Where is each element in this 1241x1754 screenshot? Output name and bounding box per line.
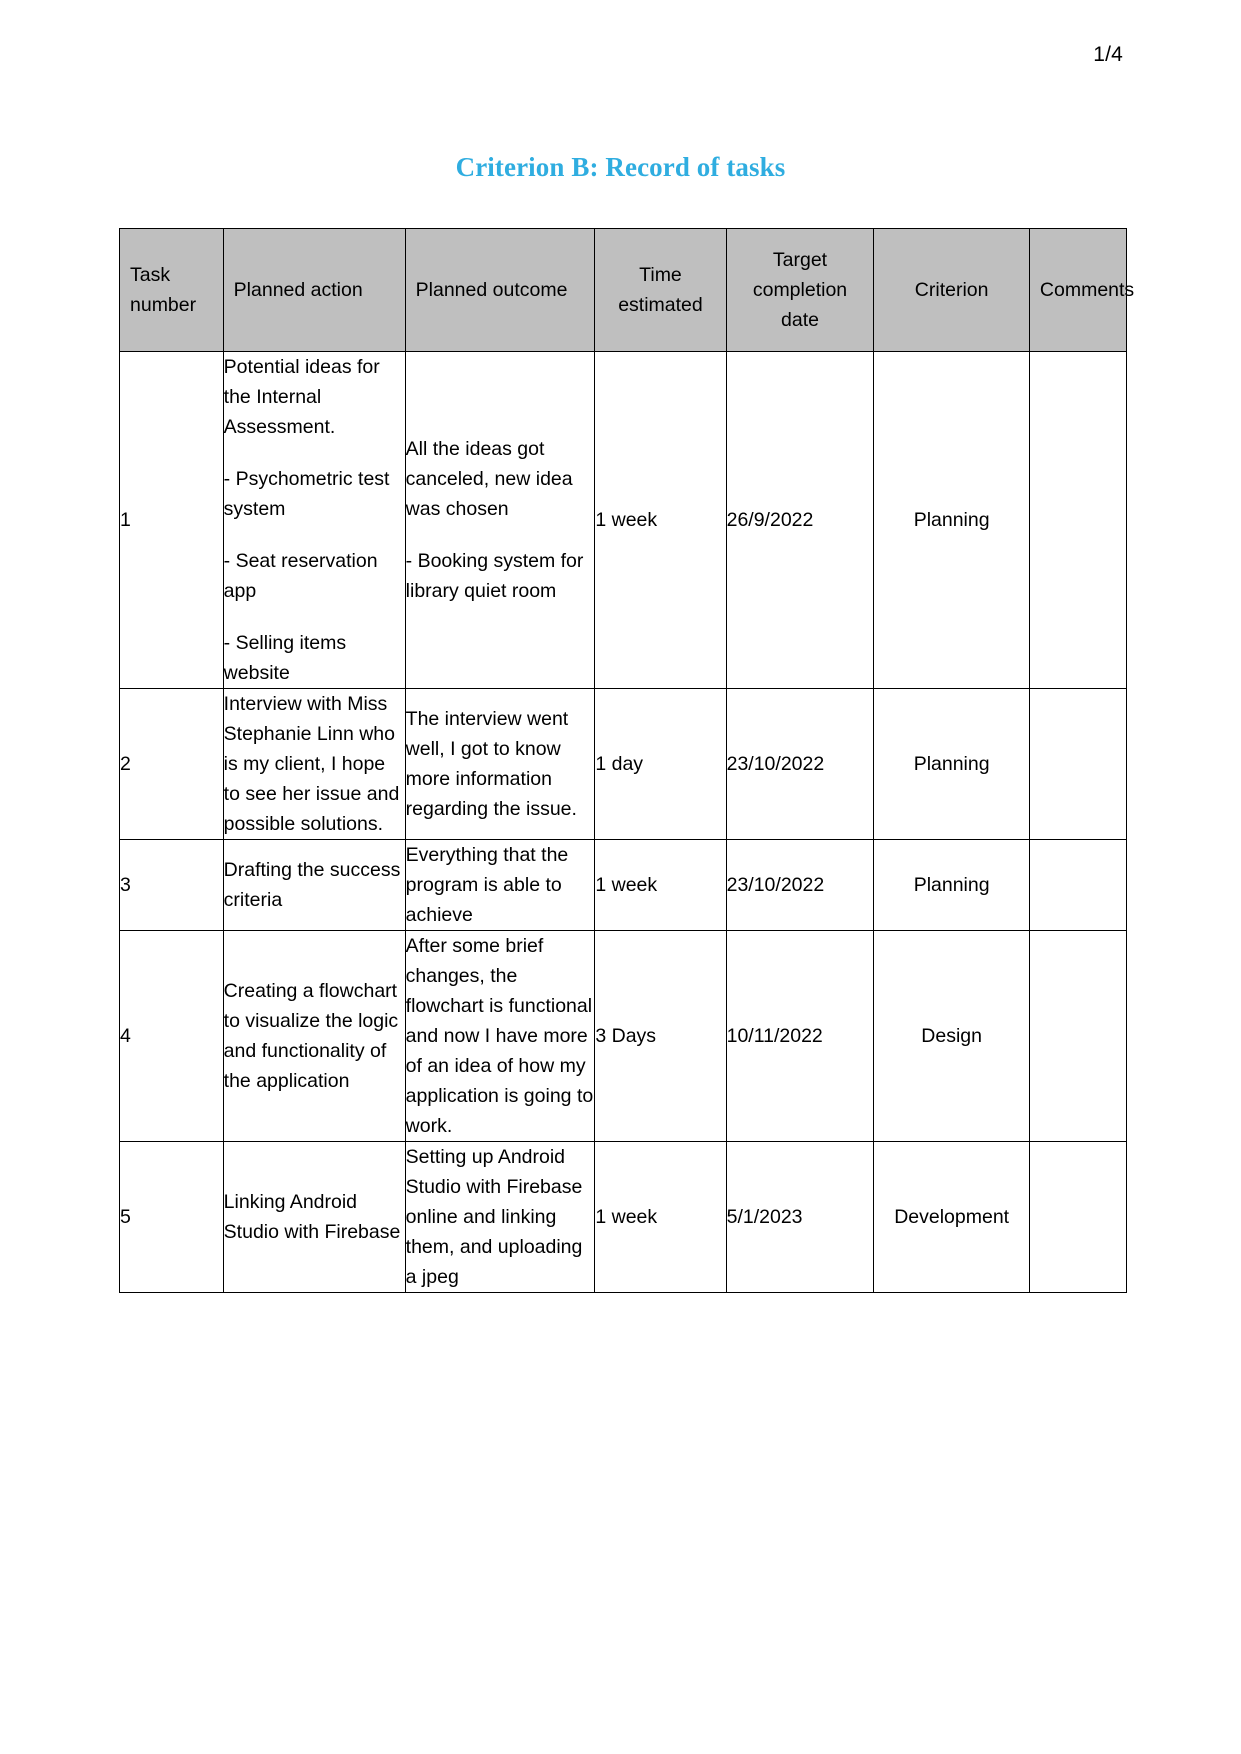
cell-comments <box>1029 840 1126 931</box>
table-header-row <box>120 229 1127 352</box>
column-header-planned-action: Planned action <box>223 229 405 352</box>
cell-task-number: 1 <box>120 352 224 689</box>
page-title: Criterion B: Record of tasks <box>455 152 786 182</box>
cell-target-completion-date: 26/9/2022 <box>726 352 874 689</box>
cell-planned-outcome: All the ideas got canceled, new idea was chosen - Booking system for library quiet room <box>405 352 595 689</box>
cell-planned-action: Linking Android Studio with Firebase <box>223 1142 405 1293</box>
page-number: 1/4 <box>1093 43 1123 66</box>
cell-planned-outcome: Everything that the program is able to achieve <box>405 840 595 931</box>
cell-task-number: 2 <box>120 689 224 840</box>
cell-comments <box>1029 931 1126 1142</box>
cell-target-completion-date: 23/10/2022 <box>726 689 874 840</box>
cell-criterion: Planning <box>874 840 1030 931</box>
cell-planned-outcome: After some brief changes, the flowchart is functional and now I have more of an idea of how my application is going to work. <box>405 931 595 1142</box>
column-header-criterion: Criterion <box>874 229 1030 352</box>
cell-criterion: Design <box>874 931 1030 1142</box>
column-header-task-number: Task number <box>120 229 224 352</box>
cell-time-estimated: 1 week <box>595 840 726 931</box>
cell-time-estimated: 1 week <box>595 1142 726 1293</box>
cell-planned-action: Interview with Miss Stephanie Linn who is my client, I hope to see her issue and possible solutions. <box>223 689 405 840</box>
cell-planned-action: Drafting the success criteria <box>223 840 405 931</box>
record-of-tasks-table <box>119 228 1135 1293</box>
cell-planned-action: Creating a flowchart to visualize the logic and functionality of the application <box>223 931 405 1142</box>
table-row <box>120 352 1127 689</box>
column-header-time-estimated: Time estimated <box>595 229 726 352</box>
cell-criterion: Development <box>874 1142 1030 1293</box>
column-header-planned-outcome: Planned outcome <box>405 229 595 352</box>
table-row <box>120 1142 1127 1293</box>
column-header-target-completion-date: Target completion date <box>726 229 874 352</box>
cell-criterion: Planning <box>874 689 1030 840</box>
column-header-comments: Comments <box>1029 229 1126 352</box>
cell-target-completion-date: 23/10/2022 <box>726 840 874 931</box>
cell-criterion: Planning <box>874 352 1030 689</box>
cell-time-estimated: 1 week <box>595 352 726 689</box>
cell-comments <box>1029 352 1126 689</box>
table-row <box>120 840 1127 931</box>
table-row <box>120 931 1127 1142</box>
cell-target-completion-date: 10/11/2022 <box>726 931 874 1142</box>
cell-planned-outcome: Setting up Android Studio with Firebase online and linking them, and uploading a jpeg <box>405 1142 595 1293</box>
table-body <box>120 352 1127 1293</box>
cell-task-number: 5 <box>120 1142 224 1293</box>
cell-comments <box>1029 1142 1126 1293</box>
cell-planned-outcome: The interview went well, I got to know more information regarding the issue. <box>405 689 595 840</box>
cell-comments <box>1029 689 1126 840</box>
table-row <box>120 689 1127 840</box>
cell-time-estimated: 1 day <box>595 689 726 840</box>
cell-planned-action: Potential ideas for the Internal Assessment. - Psychometric test system - Seat reservation app - Selling items website <box>223 352 405 689</box>
record-of-tasks-table-wrapper <box>119 228 1135 1293</box>
cell-task-number: 3 <box>120 840 224 931</box>
cell-target-completion-date: 5/1/2023 <box>726 1142 874 1293</box>
cell-task-number: 4 <box>120 931 224 1142</box>
cell-time-estimated: 3 Days <box>595 931 726 1142</box>
